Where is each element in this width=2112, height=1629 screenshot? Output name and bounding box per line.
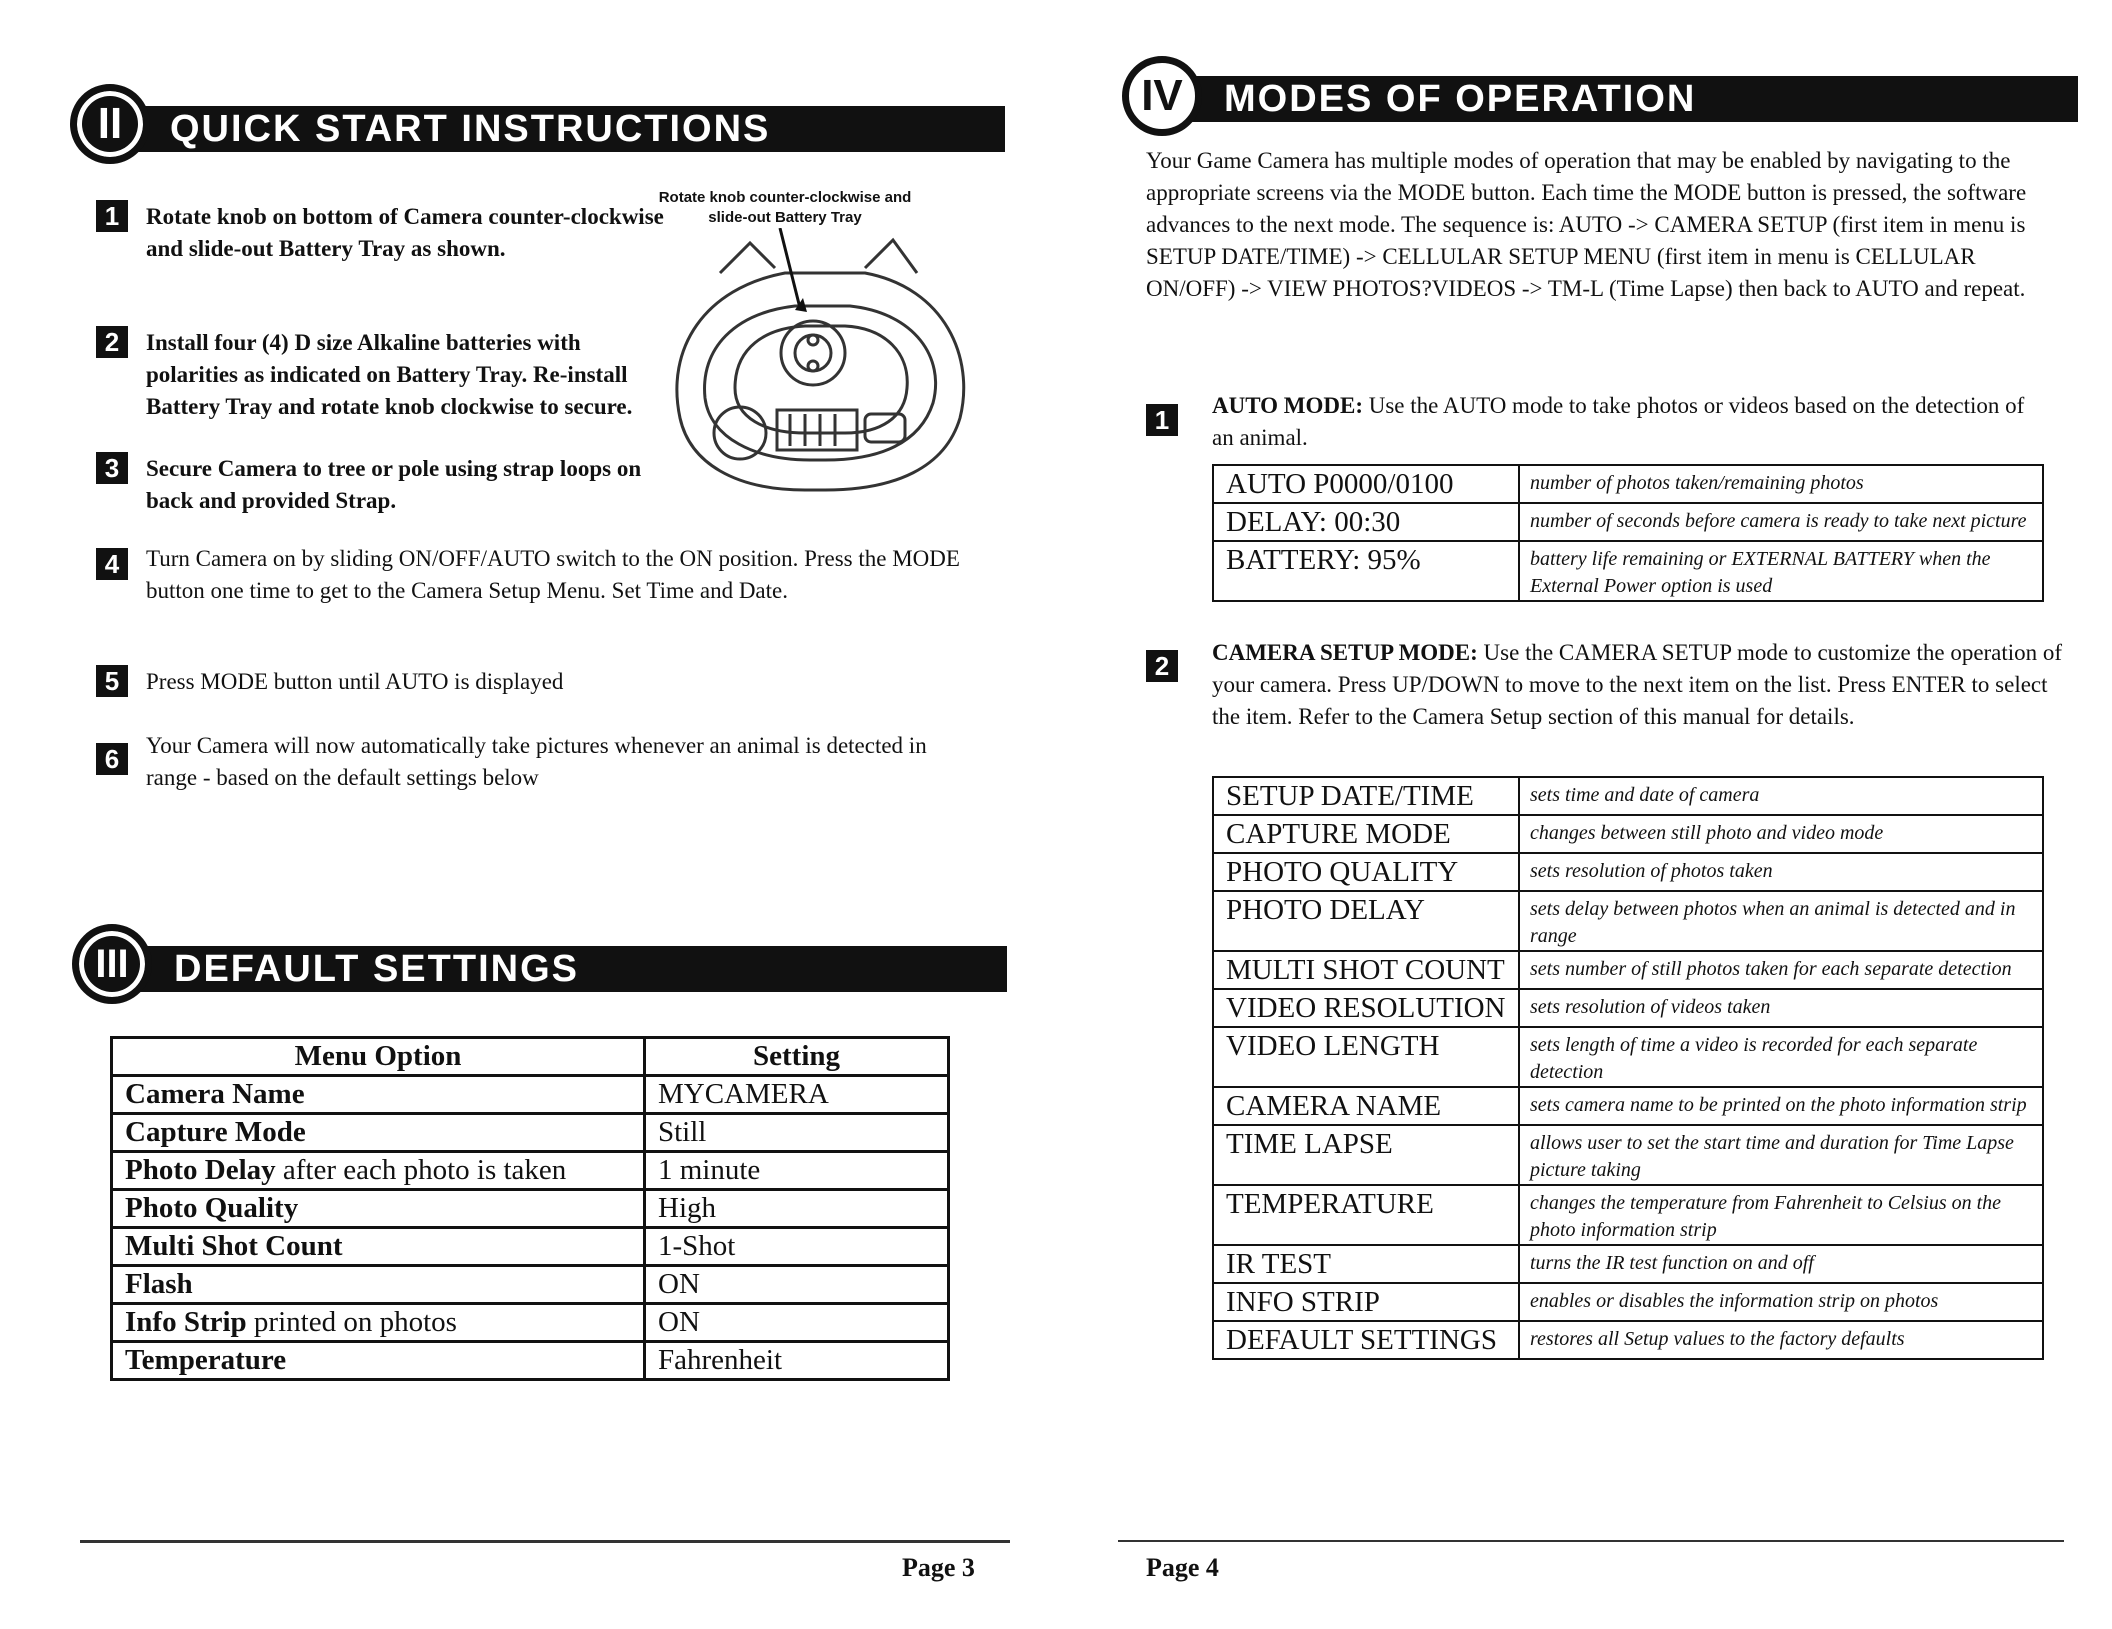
auto-desc-cell: number of seconds before camera is ready to take next picture [1519,503,2043,541]
table-row [1213,1321,2043,1359]
table-row [1213,541,2043,601]
section-iv-numeral: IV [1141,71,1183,120]
table-row [1213,989,2043,1027]
option-cell: Flash [112,1266,645,1304]
table-row [112,1190,949,1228]
setting-cell: High [645,1190,949,1228]
setup-desc-cell: sets number of still photos taken for each separate detection [1519,951,2043,989]
setup-desc-cell: turns the IR test function on and off [1519,1245,2043,1283]
col-header-menu-option: Menu Option [112,1038,645,1076]
default-settings-header-bar [112,946,1007,992]
setup-key-cell: PHOTO QUALITY [1213,853,1519,891]
step-2-text: Install four (4) D size Alkaline batteries with polarities as indicated on Battery Tray. Re-install Battery Tray and rotate knob clockwise to secure. [146,330,633,419]
default-settings-title: DEFAULT SETTINGS [174,948,579,990]
setup-desc-cell: sets resolution of videos taken [1519,989,2043,1027]
step-6-text: Your Camera will now automatically take pictures whenever an animal is detected in range - based on the default settings below [146,733,927,790]
step-4-badge: 4 [96,548,128,580]
mode-2-badge: 2 [1146,650,1178,682]
option-cell: Temperature [112,1342,645,1380]
setup-key-cell: VIDEO LENGTH [1213,1027,1519,1087]
setup-key-cell: TIME LAPSE [1213,1125,1519,1185]
auto-key-cell: BATTERY: 95% [1213,541,1519,601]
figure-caption: Rotate knob counter-clockwise and slide-out Battery Tray [658,189,912,226]
setting-cell: MYCAMERA [645,1076,949,1114]
setup-key-cell: IR TEST [1213,1245,1519,1283]
quick-start-title: QUICK START INSTRUCTIONS [170,108,771,150]
table-row [1213,891,2043,951]
table-row [1213,1087,2043,1125]
step-3-text: Secure Camera to tree or pole using strap loops on back and provided Strap. [146,456,642,513]
table-row [1213,465,2043,503]
auto-mode-table [1212,464,2044,602]
setup-key-cell: CAPTURE MODE [1213,815,1519,853]
setup-key-cell: PHOTO DELAY [1213,891,1519,951]
right-page-number: Page 4 [1146,1553,1219,1582]
step-4-text: Turn Camera on by sliding ON/OFF/AUTO switch to the ON position. Press the MODE button one time to get to the Camera Setup Menu. Set Time and Date. [146,546,960,603]
table-row [1213,1245,2043,1283]
modes-header-bar [1168,76,2078,122]
setup-key-cell: DEFAULT SETTINGS [1213,1321,1519,1359]
right-footer-rule [1118,1540,2064,1542]
setting-cell: 1 minute [645,1152,949,1190]
option-cell: Multi Shot Count [112,1228,645,1266]
option-cell: Info Strip printed on photos [112,1304,645,1342]
camera-setup-mode-text: CAMERA SETUP MODE: Use the CAMERA SETUP mode to customize the operation of your camera. Press UP/DOWN to move to the next item on the list. Press ENTER to select the item. Refer to the Camera Setup section of this manual for details. [1212,640,2063,729]
section-ii-numeral: II [97,99,123,148]
setting-cell: ON [645,1266,949,1304]
table-row [112,1266,949,1304]
step-2-badge: 2 [96,326,128,358]
setup-key-cell: SETUP DATE/TIME [1213,777,1519,815]
option-cell: Photo Delay after each photo is taken [112,1152,645,1190]
setup-key-cell: CAMERA NAME [1213,1087,1519,1125]
setup-desc-cell: sets resolution of photos taken [1519,853,2043,891]
quick-start-header-bar [110,106,1005,152]
table-row [112,1076,949,1114]
auto-key-cell: AUTO P0000/0100 [1213,465,1519,503]
section-iii-badge [72,924,152,1004]
table-row [1213,815,2043,853]
section-iv-badge [1122,56,1202,136]
setting-cell: ON [645,1304,949,1342]
step-5-badge: 5 [96,665,128,697]
setting-cell: Fahrenheit [645,1342,949,1380]
setup-desc-cell: restores all Setup values to the factory defaults [1519,1321,2043,1359]
table-row [1213,1027,2043,1087]
default-settings-table [110,1036,950,1381]
setup-desc-cell: changes between still photo and video mode [1519,815,2043,853]
table-row [1213,777,2043,815]
table-row [1213,951,2043,989]
auto-desc-cell: number of photos taken/remaining photos [1519,465,2043,503]
auto-key-cell: DELAY: 00:30 [1213,503,1519,541]
setup-desc-cell: changes the temperature from Fahrenheit to Celsius on the photo information strip [1519,1185,2043,1245]
step-5-text: Press MODE button until AUTO is displayed [146,669,564,694]
step-6-badge: 6 [96,743,128,775]
option-cell: Photo Quality [112,1190,645,1228]
setup-desc-cell: sets delay between photos when an animal is detected and in range [1519,891,2043,951]
setup-desc-cell: sets length of time a video is recorded for each separate detection [1519,1027,2043,1087]
step-3-badge: 3 [96,452,128,484]
setup-desc-cell: sets camera name to be printed on the photo information strip [1519,1087,2043,1125]
auto-desc-cell: battery life remaining or EXTERNAL BATTERY when the External Power option is used [1519,541,2043,601]
table-row [1213,1125,2043,1185]
setup-key-cell: MULTI SHOT COUNT [1213,951,1519,989]
left-footer-rule [80,1540,1010,1543]
setup-key-cell: INFO STRIP [1213,1283,1519,1321]
step-1-text: Rotate knob on bottom of Camera counter-clockwise and slide-out Battery Tray as shown. [146,204,664,261]
setup-desc-cell: enables or disables the information strip on photos [1519,1283,2043,1321]
battery-tray-illustration [665,228,975,498]
table-row [1213,1185,2043,1245]
auto-mode-text: AUTO MODE: Use the AUTO mode to take photos or videos based on the detection of an animal. [1212,393,2025,450]
setting-cell: Still [645,1114,949,1152]
table-row [1213,503,2043,541]
camera-setup-table [1212,776,2044,1360]
option-cell: Capture Mode [112,1114,645,1152]
setup-desc-cell: allows user to set the start time and duration for Time Lapse picture taking [1519,1125,2043,1185]
table-row [112,1342,949,1380]
setup-key-cell: TEMPERATURE [1213,1185,1519,1245]
table-row [112,1152,949,1190]
setup-key-cell: VIDEO RESOLUTION [1213,989,1519,1027]
setup-desc-cell: sets time and date of camera [1519,777,2043,815]
table-header-row [112,1038,949,1076]
table-row [1213,1283,2043,1321]
modes-title: MODES OF OPERATION [1224,78,1697,120]
section-ii-badge [70,84,150,164]
mode-1-badge: 1 [1146,404,1178,436]
table-row [112,1304,949,1342]
modes-intro: Your Game Camera has multiple modes of operation that may be enabled by navigating to the appropriate screens via the MODE button. Each time the MODE button is pressed, the software advances to the next mode. The sequence is: AUTO -> CAMERA SETUP (first item in menu is SETUP DATE/TIME) -> CELLULAR SETUP MENU (first item in menu is CELLULAR ON/OFF) -> VIEW PHOTOS?VIDEOS -> TM-L (Time Lapse) then back to AUTO and repeat. [1146,148,2027,301]
table-row [112,1114,949,1152]
left-page-number: Page 3 [902,1553,975,1582]
option-cell: Camera Name [112,1076,645,1114]
table-row [1213,853,2043,891]
setting-cell: 1-Shot [645,1228,949,1266]
section-iii-numeral: III [95,941,129,986]
step-1-badge: 1 [96,200,128,232]
table-row [112,1228,949,1266]
col-header-setting: Setting [645,1038,949,1076]
